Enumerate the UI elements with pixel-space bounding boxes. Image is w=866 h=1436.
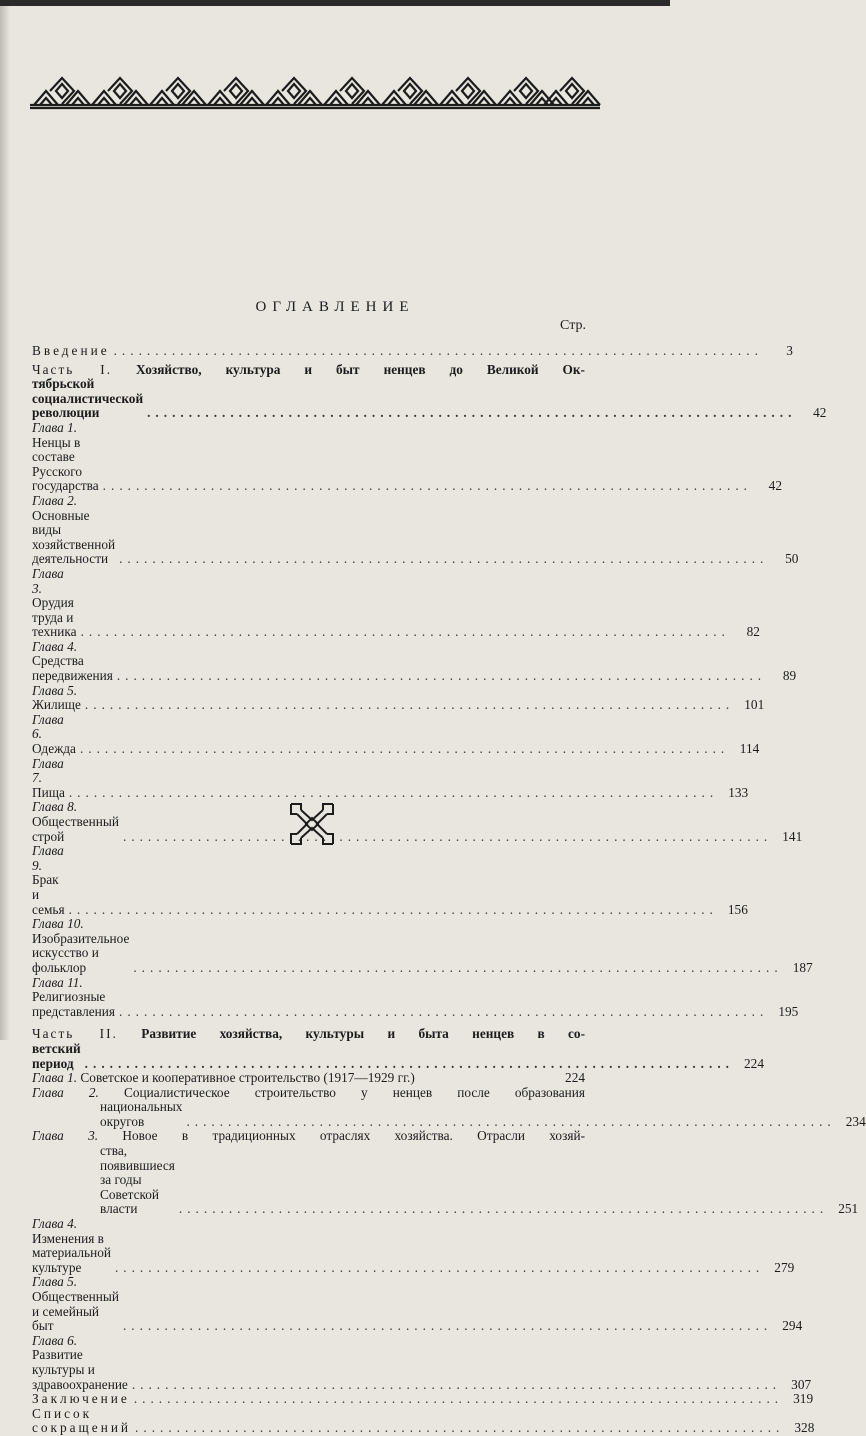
part-title-line1: Развитие хозяйства, культуры и быта ненцев в со-	[141, 1026, 586, 1042]
leader-dots: ..............................................................................	[122, 828, 773, 844]
chapter-title: Советское и кооперативное строительство (1917—1929 гг.)	[80, 1070, 415, 1086]
chapter-prefix: Глава 4.	[32, 1216, 78, 1232]
leader-dots: ..............................................................................	[68, 901, 718, 917]
leader-dots: ..............................................................................	[119, 1003, 769, 1019]
leader-dots: ..............................................................................	[79, 741, 730, 757]
entry-page: 50	[785, 551, 799, 567]
chapter-title-line1: Новое в традиционных отраслях хозяйства. Отрасли хозяй-	[122, 1128, 585, 1144]
chapter-prefix: Глава 10.	[32, 916, 84, 932]
entry-page: 3	[786, 343, 793, 358]
leader-dots: ..............................................................................	[116, 668, 767, 684]
entry-page: 89	[782, 668, 797, 684]
chapter-prefix: Глава 9.	[32, 843, 64, 873]
chapter-title-line2: ства, появившиеся за годы Советской власти	[100, 1143, 175, 1217]
entry-page: 82	[746, 624, 760, 640]
toc-entry-chapter	[32, 419, 782, 494]
chapter-title-line2: национальных округов	[100, 1099, 183, 1129]
bottom-ornament	[287, 800, 337, 848]
toc-title: ОГЛАВЛЕНИЕ	[255, 299, 415, 315]
toc-entry-chapter	[32, 755, 749, 801]
entry-page: 187	[792, 959, 813, 975]
chapter-prefix: Глава 1.	[32, 1070, 78, 1086]
toc-entry-conclusion	[32, 1391, 814, 1407]
entry-page: 319	[793, 1391, 814, 1407]
leader-dots: ..............................................................................	[122, 1318, 773, 1334]
chapter-prefix: Глава 2.	[32, 1084, 99, 1100]
table-of-contents	[32, 343, 866, 1436]
leader-dots: ..............................................................................	[147, 405, 797, 421]
entry-label: Список сокращений	[32, 1405, 132, 1436]
entry-page: 224	[565, 1070, 585, 1086]
chapter-title: Развитие культуры и здравоохранение	[32, 1347, 128, 1392]
toc-entry-chapter	[32, 1216, 795, 1275]
chapter-title: Орудия труда и техника	[32, 595, 77, 640]
chapter-title: Общественный строй	[32, 814, 119, 844]
entry-page: 279	[774, 1259, 795, 1275]
entry-page: 328	[794, 1420, 815, 1436]
entry-page: 195	[778, 1003, 799, 1019]
toc-entry-chapter	[32, 843, 748, 917]
chapter-title: Пища	[32, 784, 65, 800]
toc-entry-chapter	[32, 1128, 859, 1217]
toc-entry-part-1	[32, 361, 827, 421]
chapter-title: Ненцы в составе Русского государства	[32, 434, 99, 494]
leader-dots: ..............................................................................	[84, 697, 735, 713]
entry-page: 101	[744, 697, 765, 713]
leader-dots: ..............................................................................	[84, 1055, 734, 1071]
chapter-prefix: Глава 3.	[32, 565, 64, 596]
chapter-prefix: Глава 5.	[32, 1274, 78, 1290]
leader-dots: ..............................................................................	[80, 624, 730, 640]
chapter-prefix: Глава 11.	[32, 974, 83, 990]
toc-entry-chapter	[32, 974, 799, 1020]
toc-entry-chapter	[32, 638, 797, 684]
top-ornament-border	[30, 72, 600, 112]
toc-entry-abbreviations	[32, 1405, 815, 1436]
toc-entry-part-2	[32, 1026, 764, 1071]
leader-dots: ..............................................................................	[133, 959, 783, 975]
entry-page: 156	[727, 901, 748, 917]
chapter-prefix: Глава 8.	[32, 799, 78, 815]
chapter-title: Изобразительное искусство и фольклор	[32, 930, 130, 975]
leader-dots: ..............................................................................	[119, 551, 769, 567]
entry-page: 234	[845, 1113, 866, 1129]
chapter-title-line1: Социалистическое строительство у ненцев после образования	[123, 1084, 586, 1100]
page-edge-shadow	[0, 0, 10, 1040]
leader-dots: ..............................................................................	[114, 1259, 765, 1275]
entry-page: 141	[782, 828, 803, 844]
chapter-prefix: Глава 4.	[32, 638, 78, 654]
part-prefix: Часть II.	[32, 1026, 118, 1042]
chapter-prefix: Глава 2.	[32, 492, 78, 508]
chapter-title: Изменения в материальной культуре	[32, 1230, 111, 1275]
chapter-title: Общественный и семейный быт	[32, 1289, 119, 1334]
leader-dots: ..............................................................................	[133, 1391, 784, 1407]
toc-entry-chapter	[32, 1274, 803, 1334]
chapter-title: Жилище	[32, 697, 81, 713]
chapter-title: Религиозные представления	[32, 989, 116, 1019]
chapter-title: Брак и семья	[32, 872, 65, 917]
toc-entry-chapter	[32, 1084, 866, 1130]
entry-page: 42	[768, 478, 782, 494]
toc-entry-chapter	[32, 916, 813, 975]
part-title-line2: ветский период	[32, 1040, 81, 1071]
entry-page: 307	[791, 1376, 812, 1392]
toc-entry-chapter	[32, 1332, 812, 1392]
chapter-prefix: Глава 5.	[32, 682, 78, 698]
entry-page: 294	[782, 1318, 803, 1334]
entry-page: 133	[728, 784, 749, 800]
leader-dots: ..............................................................................	[68, 784, 719, 800]
chapter-title: Основные виды хозяйственной деятельности	[32, 507, 116, 567]
entry-label: Заключение	[32, 1391, 130, 1407]
part-title-line2: тябрьской социалистической революции	[32, 376, 144, 421]
chapter-prefix: Глава 7.	[32, 755, 64, 786]
leader-dots: ..............................................................................	[102, 478, 752, 494]
leader-dots: ..............................................................................	[113, 343, 763, 358]
leader-dots: ..............................................................................	[135, 1420, 785, 1436]
chapter-prefix: Глава 6.	[32, 1332, 78, 1348]
toc-entry-chapter	[32, 1071, 585, 1086]
toc-entry-chapter	[32, 682, 765, 713]
entry-page: 42	[813, 405, 827, 421]
part-title-line1: Хозяйство, культура и быт ненцев до Великой Ок-	[136, 361, 585, 377]
leader-dots: ..............................................................................	[178, 1201, 829, 1217]
toc-entry-chapter	[32, 565, 760, 640]
scan-top-border	[0, 0, 670, 6]
leader-dots: ..............................................................................	[186, 1113, 836, 1129]
chapter-title: Одежда	[32, 741, 76, 757]
page-column-header: Стр.	[560, 318, 586, 333]
entry-page: 251	[838, 1201, 859, 1217]
entry-label: Введение	[32, 343, 110, 358]
leader-dots: ..............................................................................	[131, 1376, 782, 1392]
chapter-title: Средства передвижения	[32, 653, 113, 684]
toc-entry-chapter	[32, 492, 799, 567]
entry-page: 114	[739, 741, 760, 757]
chapter-prefix: Глава 6.	[32, 711, 64, 742]
chapter-prefix: Глава 3.	[32, 1128, 99, 1144]
chapter-prefix: Глава 1.	[32, 419, 78, 435]
part-prefix: Часть I.	[32, 361, 113, 377]
entry-page: 224	[744, 1055, 764, 1071]
toc-entry-introduction	[32, 343, 793, 359]
toc-entry-chapter	[32, 711, 760, 757]
